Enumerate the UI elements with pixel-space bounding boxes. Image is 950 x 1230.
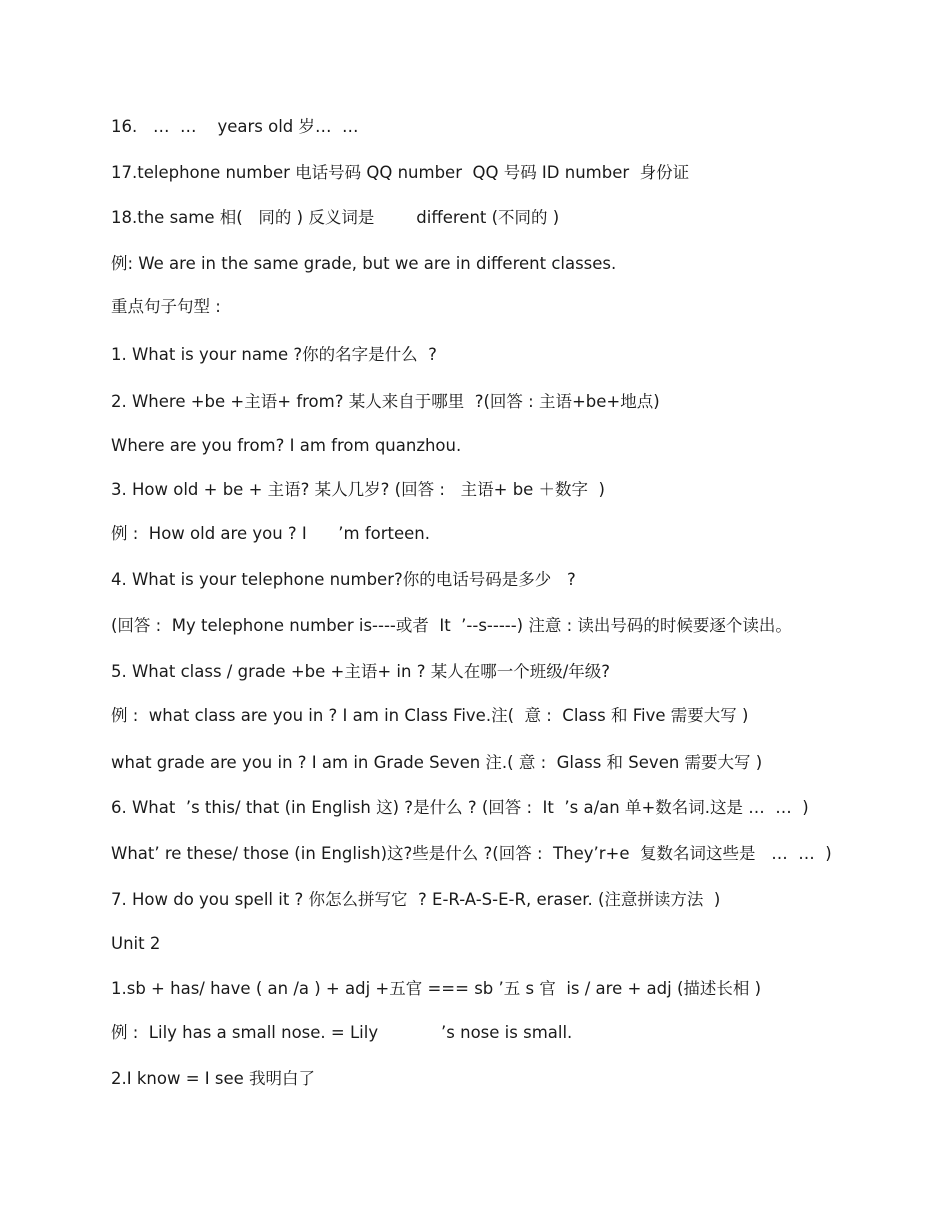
text-line-sentence-5: 5. What class / grade +be +主语+ in ? 某人在哪一个班级/年级? (111, 662, 611, 681)
text-line-sentence-4-answer: (回答 : My telephone number is----或者 It ’--s-----) 注意 : 读出号码的时候要逐个读出。 (111, 616, 792, 635)
text-line-sentence-5-example-2: what grade are you in ? I am in Grade Seven 注.( 意 : Glass 和 Seven 需要大写 ) (111, 753, 763, 772)
text-line-17: 17.telephone number 电话号码 QQ number QQ 号码 ID number 身份证 (111, 163, 690, 182)
text-line-unit2-1: 1.sb + has/ have ( an /a ) + adj +五官 === sb ’五 s 官 is / are + adj (描述长相 ) (111, 979, 762, 998)
text-line-sentence-4: 4. What is your telephone number?你的电话号码是多少 ? (111, 570, 576, 589)
text-line-sentence-5-example-1: 例 : what class are you in ? I am in Class Five.注( 意 : Class 和 Five 需要大写 ) (111, 706, 749, 725)
text-line-16: 16. … … years old 岁… … (111, 117, 359, 136)
text-line-sentence-3: 3. How old + be + 主语? 某人几岁? (回答 : 主语+ be ＋数字 ) (111, 480, 605, 499)
text-line-sentence-2: 2. Where +be +主语+ from? 某人来自于哪里 ?(回答 : 主语+be+地点) (111, 392, 660, 411)
text-line-unit2-1-example: 例 : Lily has a small nose. = Lily ’s nose is small. (111, 1023, 573, 1042)
text-line-sentence-1: 1. What is your name ?你的名字是什么 ? (111, 345, 437, 364)
text-line-sentence-3-example: 例 : How old are you ? I ’m forteen. (111, 524, 430, 543)
text-line-18: 18.the same 相( 同的 ) 反义词是 different (不同的 ) (111, 208, 560, 227)
section-heading-key-sentences: 重点句子句型 : (111, 297, 221, 316)
text-line-sentence-7: 7. How do you spell it ? 你怎么拼写它 ? E-R-A-S-E-R, eraser. (注意拼读方法 ) (111, 890, 721, 909)
section-heading-unit-2: Unit 2 (111, 934, 161, 953)
text-line-sentence-2-example: Where are you from? I am from quanzhou. (111, 436, 462, 455)
text-line-example-1: 例: We are in the same grade, but we are in different classes. (111, 254, 617, 273)
text-line-unit2-2: 2.I know = I see 我明白了 (111, 1069, 316, 1088)
text-line-sentence-6-plural: What’ re these/ those (in English)这?些是什么 ?(回答 : They’r+e 复数名词这些是 … … ) (111, 844, 832, 863)
text-line-sentence-6: 6. What ’s this/ that (in English 这) ?是什么 ? (回答 : It ’s a/an 单+数名词.这是 … … ) (111, 798, 809, 817)
